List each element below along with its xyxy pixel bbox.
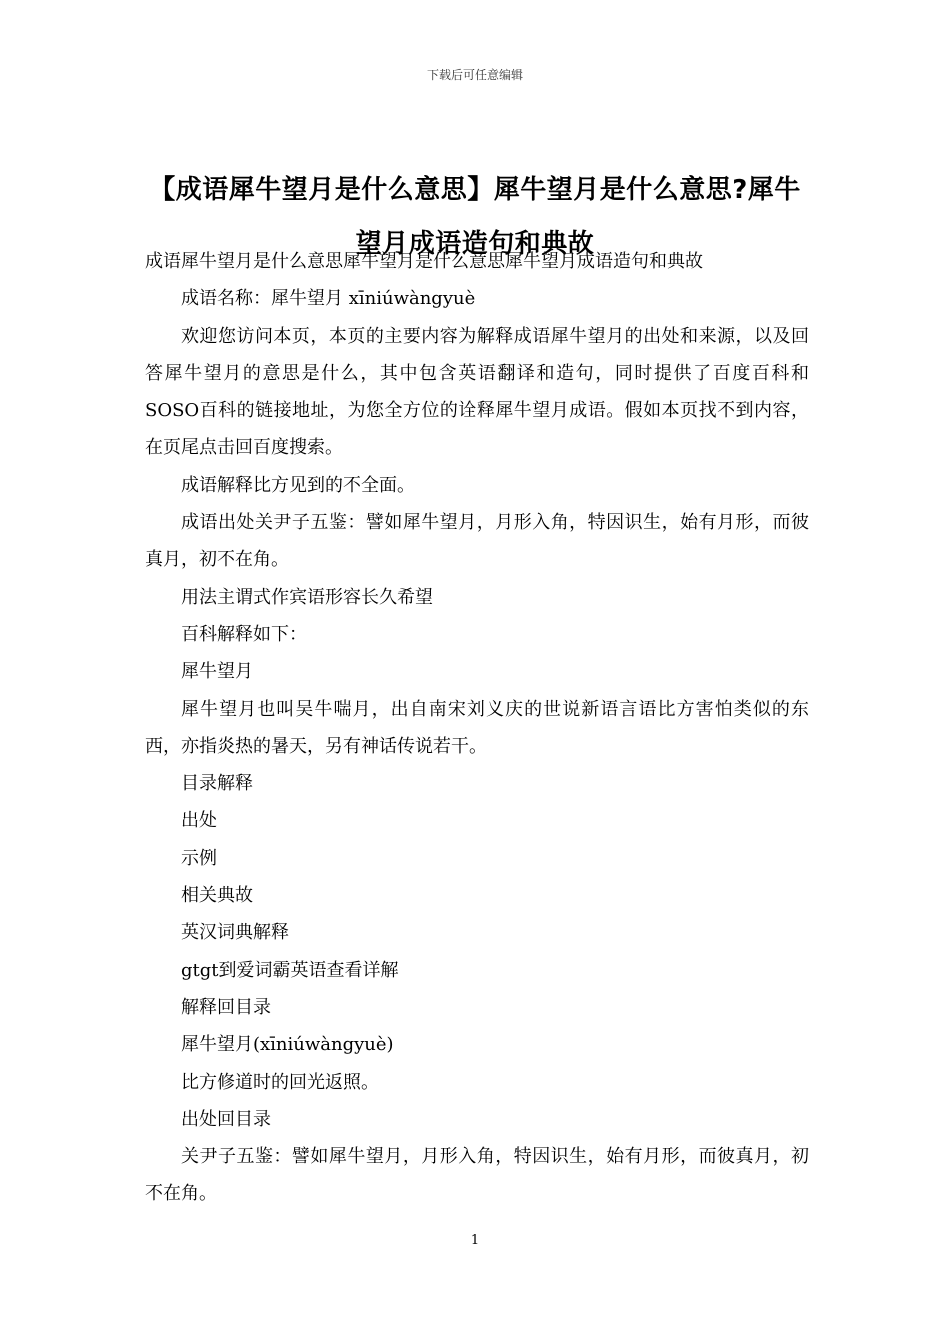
toc-item-explanation: 目录解释 bbox=[181, 773, 253, 795]
section-heading-explanation: 解释回目录 bbox=[181, 996, 271, 1018]
page-header-note: 下载后可任意编辑 bbox=[426, 68, 523, 82]
toc-item-allusion: 相关典故 bbox=[181, 885, 253, 907]
paragraph-source-quote: 关尹子五鉴：譬如犀牛望月，月形入角，特因识生，始有月形，而彼真月，初不在角。 bbox=[145, 1146, 809, 1205]
document-body bbox=[145, 243, 809, 1213]
paragraph-intro: 欢迎您访问本页，本页的主要内容为解释成语犀牛望月的出处和来源，以及回答犀牛望月的意思是什么，其中包含英语翻译和造句，同时提供了百度百科和SOSO百科的链接地址，为您全方位的诠释犀牛望月成语。假如本页找不到内容，在页尾点击回百度搜索。 bbox=[145, 325, 809, 459]
page-number: 1 bbox=[470, 1233, 480, 1248]
paragraph-baike-term: 犀牛望月 bbox=[181, 661, 253, 683]
paragraph-usage: 用法主谓式作宾语形容长久希望 bbox=[181, 586, 433, 608]
paragraph-baike-heading: 百科解释如下： bbox=[181, 623, 307, 645]
paragraph-meaning: 比方修道时的回光返照。 bbox=[181, 1071, 379, 1093]
document-title: 【成语犀牛望月是什么意思】犀牛望月是什么意思?犀牛望月成语造句和典故 bbox=[149, 175, 801, 260]
paragraph-source: 成语出处关尹子五鉴：譬如犀牛望月，月形入角，特因识生，始有月形，而彼真月，初不在角。 bbox=[145, 512, 809, 571]
toc-item-iciba-link: gtgt到爱词霸英语查看详解 bbox=[181, 959, 399, 981]
paragraph-term-pinyin: 犀牛望月(xīniúwàngyuè) bbox=[181, 1034, 394, 1056]
paragraph-explanation: 成语解释比方见到的不全面。 bbox=[181, 474, 415, 496]
toc-item-source: 出处 bbox=[181, 810, 217, 832]
paragraph-idiom-name: 成语名称：犀牛望月 xīniúwàngyuè bbox=[181, 288, 476, 310]
paragraph-summary: 成语犀牛望月是什么意思犀牛望月是什么意思犀牛望月成语造句和典故 bbox=[145, 251, 703, 272]
paragraph-baike-description: 犀牛望月也叫吴牛喘月，出自南宋刘义庆的世说新语言语比方害怕类似的东西，亦指炎热的暑天，另有神话传说若干。 bbox=[145, 698, 809, 757]
toc-item-example: 示例 bbox=[181, 847, 217, 869]
section-heading-source: 出处回目录 bbox=[181, 1108, 271, 1130]
toc-item-dictionary: 英汉词典解释 bbox=[181, 922, 289, 944]
